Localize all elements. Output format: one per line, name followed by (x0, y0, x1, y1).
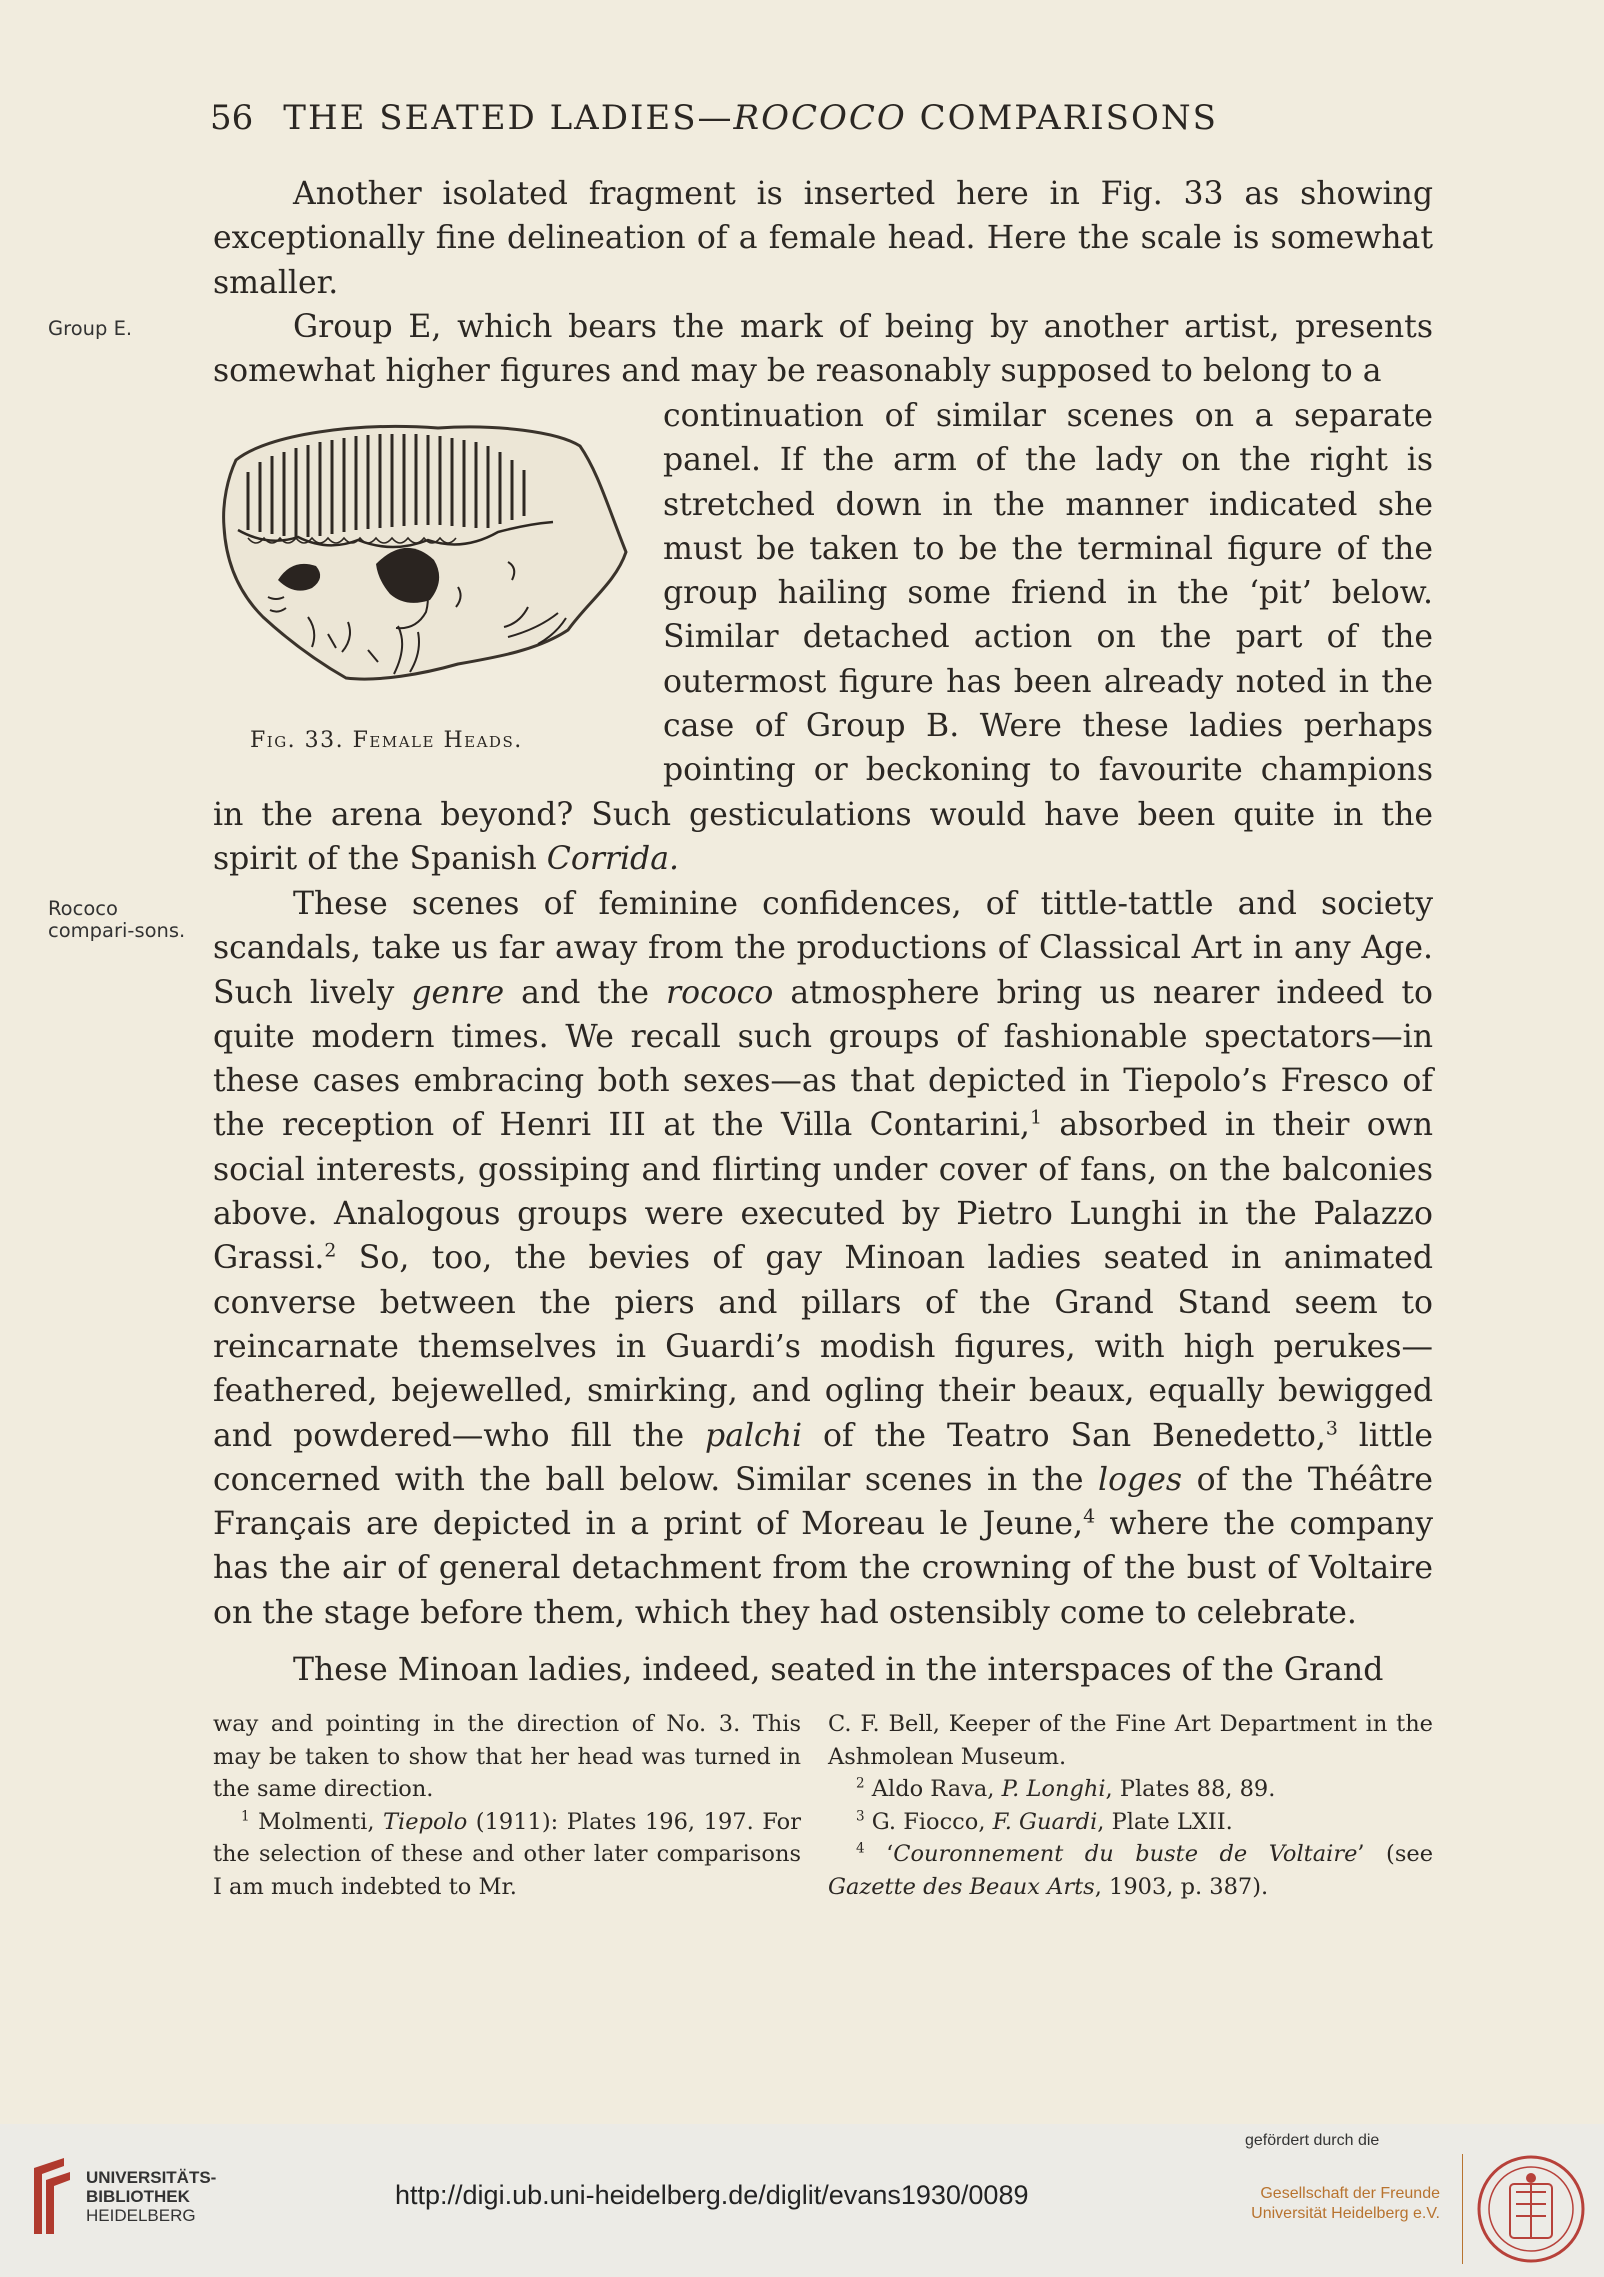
footnotes-left-column (213, 1708, 801, 1903)
p3-text: So, too, the bevies of gay Minoan ladies seated in animated converse between the piers and pillars of the Grand Stand seem to reincarnate themselves in Guardi’s modish figures, with high perukes—feathered, bejewelled, smirking, and ogling their beaux, equally bewigged and powdered—who fill the (213, 1240, 1433, 1454)
footnote-ref-2[interactable]: 2 (324, 1239, 337, 1262)
footnote-italic: Gazette des Beaux Arts (828, 1873, 1095, 1900)
page-number: 56 (210, 98, 254, 138)
library-name-line: UNIVERSITÄTS- (86, 2168, 217, 2187)
permalink-url[interactable]: http://digi.ub.uni-heidelberg.de/diglit/evans1930/0089 (395, 2180, 1029, 2210)
p3-genre: genre (411, 974, 505, 1011)
footnote-number: 2 (856, 1775, 865, 1792)
library-name (86, 2168, 216, 2225)
wrap-line: Similar detached action on the part of the (663, 619, 1433, 656)
footnote-text: (1911): Plates 196, 197. For the selection of these and other later comparisons I am much indebted to Mr. (213, 1808, 801, 1900)
paragraph-2-end-text: in the arena beyond? Such gesticulations would have been quite in the spirit of the Spanish (213, 797, 1433, 878)
figure-33 (208, 412, 638, 712)
corrida-italic: Corrida. (546, 841, 680, 878)
footnote-text: , 1903, p. 387). (1094, 1873, 1269, 1900)
paragraph-1: Another isolated fragment is inserted here in Fig. 33 as showing exceptionally fine delineation of a female head. Here the scale is somewhat smaller. (213, 176, 1433, 301)
footnote-italic: Tiepolo (383, 1808, 468, 1835)
p3-loges: loges (1098, 1461, 1183, 1498)
digitization-footer (0, 2124, 1604, 2277)
sidenote-group-e: Group E. (48, 317, 133, 340)
p3-text: and the (504, 974, 667, 1011)
footnote-number: 1 (241, 1808, 250, 1824)
sponsor-label: gefördert durch die (1245, 2132, 1380, 2149)
wrap-line: panel. If the arm of the lady on the right is (663, 442, 1433, 479)
footnote-number: 4 (856, 1840, 865, 1857)
footnote-italic: F. Guardi (992, 1808, 1098, 1835)
wrap-line: continuation of similar scenes on a separate (663, 398, 1433, 434)
footnote-1 (213, 1806, 801, 1904)
footnote-italic: Couronnement du buste de Voltaire (893, 1841, 1358, 1867)
footnote-number: 3 (856, 1808, 865, 1824)
paragraph-2-wrap (663, 394, 1433, 793)
paragraph-2-end (213, 793, 1433, 882)
footnotes-right-column (828, 1708, 1433, 1903)
paragraph-4: These Minoan ladies, indeed, seated in the interspaces of the Grand (293, 1652, 1384, 1688)
p3-text: little concerned with the ball below. Similar scenes in the (213, 1417, 1433, 1498)
footnote-ref-3[interactable]: 3 (1325, 1417, 1338, 1440)
paragraph-2-intro: Group E, which bears the mark of being by another artist, presents somewhat higher figures and may be reasonably supposed to belong to a (213, 309, 1433, 390)
wrap-line: group hailing some friend in the ‘pit’ below. (663, 575, 1433, 612)
sidenote-rococo: Rococo compari-sons. (48, 897, 186, 942)
footnote-text: , Plates 88, 89. (1105, 1776, 1276, 1802)
female-heads-fragment-drawing (208, 412, 638, 712)
footer-divider (1462, 2154, 1463, 2264)
wrap-line: stretched down in the manner indicated she (663, 486, 1433, 523)
footnote-text: ’ (see (1357, 1841, 1434, 1867)
sponsor-name (1210, 2184, 1440, 2224)
library-logo-icon (30, 2154, 74, 2238)
library-name-line: BIBLIOTHEK (86, 2187, 190, 2206)
p3-palchi: palchi (705, 1417, 803, 1454)
footnote-italic: P. Longhi (1001, 1776, 1106, 1802)
footnote-3 (828, 1806, 1433, 1839)
library-name-line: HEIDELBERG (86, 2206, 196, 2225)
sponsor-line: Gesellschaft der Freunde (1260, 2185, 1440, 2202)
footnote-text: Aldo Rava, (864, 1776, 1002, 1802)
p3-text: These scenes of feminine confidences, of tittle-tattle and society scandals, take us far away from the productions of Classical Art in any Age. Such lively (213, 886, 1433, 1011)
sponsor-line: Universität Heidelberg e.V. (1251, 2205, 1440, 2222)
footnote-text: ‘ (864, 1841, 894, 1867)
footnote-ref-1[interactable]: 1 (1029, 1106, 1042, 1129)
footnote-continuation: way and pointing in the direction of No. 3. This may be taken to show that her head was turned in the same direction. (213, 1711, 801, 1802)
p3-text: of the Teatro San Benedetto, (802, 1417, 1326, 1454)
p3-rococo: rococo (666, 974, 774, 1011)
footnote-ref-4[interactable]: 4 (1083, 1505, 1096, 1528)
p3-text: where the company has the air of general detachment from the crowning of the bust of Voltaire on the stage before them, which they had ostensibly come to celebrate. (213, 1506, 1433, 1631)
paragraph-3 (213, 882, 1433, 1635)
header-title-post: COMPARISONS (906, 98, 1218, 138)
header-title-pre: THE SEATED LADIES— (283, 98, 734, 138)
university-seal-icon (1476, 2154, 1586, 2264)
p3-text: of the Théâtre Français are depicted in a print of Moreau le Jeune, (213, 1461, 1434, 1543)
footnote-4 (828, 1838, 1433, 1903)
p3-text: atmosphere bring us nearer indeed to quite modern times. We recall such groups of fashionable spectators—in these cases embracing both sexes—as that depicted in Tiepolo’s Fresco of the reception of Henri III at the Villa Contarini, (213, 974, 1433, 1144)
running-header (210, 98, 1330, 138)
footnote-continuation: C. F. Bell, Keeper of the Fine Art Department in the Ashmolean Museum. (828, 1711, 1433, 1770)
footnote-text: G. Fiocco, (864, 1808, 993, 1835)
wrap-line: outermost figure has been already noted in the (663, 663, 1433, 700)
wrap-line: must be taken to be the terminal figure of the (663, 530, 1433, 567)
header-title-em: ROCOCO (733, 98, 907, 138)
wrap-line: case of Group B. Were these ladies perhaps (663, 708, 1433, 745)
footnote-text: Molmenti, (249, 1808, 384, 1835)
wrap-line: pointing or beckoning to favourite champions (663, 752, 1433, 789)
footnote-text: , Plate LXII. (1097, 1808, 1233, 1835)
figure-caption: Fig. 33. Female Heads. (250, 728, 523, 753)
footnote-2 (828, 1773, 1433, 1806)
p3-text: absorbed in their own social interests, gossiping and flirting under cover of fans, on the balconies above. Analogous groups were executed by Pietro Lunghi in the Palazzo Grassi. (213, 1107, 1433, 1277)
